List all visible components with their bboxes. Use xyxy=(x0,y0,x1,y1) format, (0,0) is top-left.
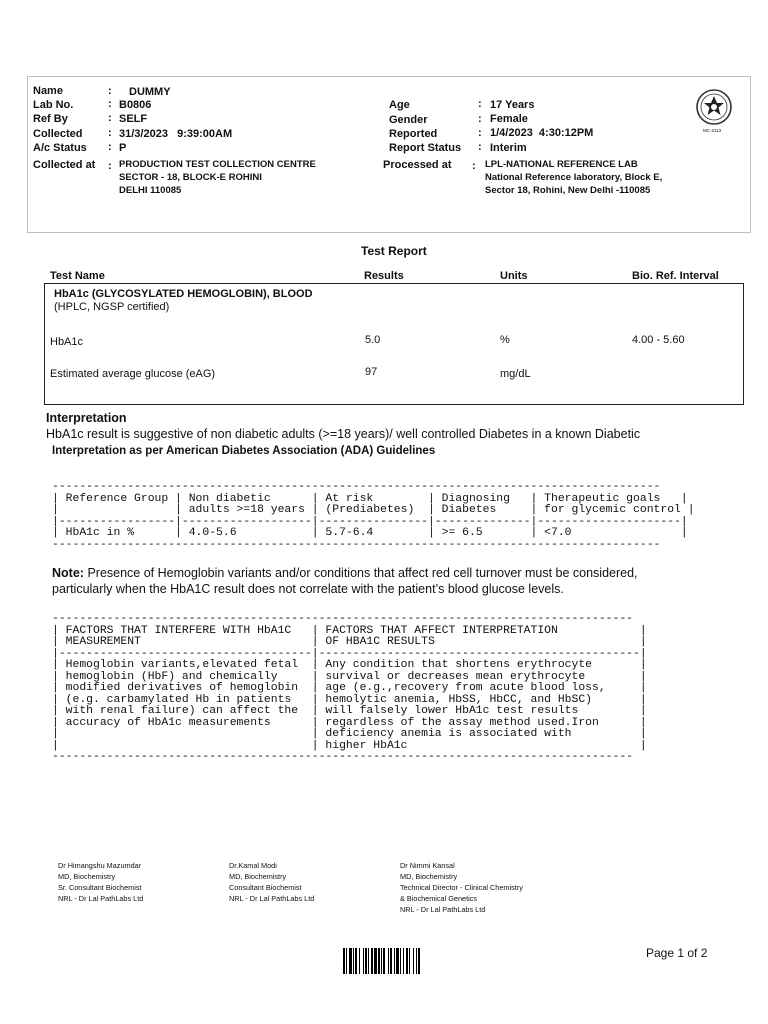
accreditation-logo-icon xyxy=(694,88,736,130)
col-results: Results xyxy=(364,270,404,282)
factors-table-line: | modified derivatives of hemoglobin | age (e.g.,recovery from acute blood loss, | xyxy=(52,682,647,694)
signatory-line: & Biochemical Genetics xyxy=(400,894,478,903)
label-age: Age xyxy=(389,99,410,111)
value-gender: Female xyxy=(490,113,528,125)
ada-table-line: |-----------------|-------------------|----------------|--------------|---------------------| xyxy=(52,515,688,528)
colon: : xyxy=(478,141,482,153)
value-report-status: Interim xyxy=(490,142,527,154)
signatory-2 xyxy=(229,860,314,904)
signatory-line: NRL - Dr Lal PathLabs Ltd xyxy=(400,905,486,914)
ada-table-line: ----------------------------------------------------------------------------------------- xyxy=(52,481,661,493)
barcode-icon xyxy=(342,948,448,974)
processed-at-line-2: National Reference laboratory, Block E, xyxy=(485,172,663,183)
report-title: Test Report xyxy=(361,244,427,258)
col-ref-interval: Bio. Ref. Interval xyxy=(632,270,719,282)
ada-table-line: | HbA1c in % | 4.0-5.6 | 5.7-6.4 | >= 6.5 | <7.0 | xyxy=(52,527,688,539)
factors-table-line: | MEASUREMENT | OF HBA1C RESULTS | xyxy=(52,636,647,648)
colon: : xyxy=(108,85,112,97)
col-units: Units xyxy=(500,270,528,282)
signatory-line: Dr.Kamal Modi xyxy=(229,861,277,870)
label-gender: Gender xyxy=(389,114,428,126)
factors-table-line: | FACTORS THAT INTERFERE WITH HbA1C | FACTORS THAT AFFECT INTERPRETATION | xyxy=(52,624,647,637)
row-hba1c-name: HbA1c xyxy=(50,336,84,348)
signatory-line: MD, Biochemistry xyxy=(229,872,287,881)
signatory-line: MD, Biochemistry xyxy=(58,872,116,881)
value-ref-by: SELF xyxy=(119,113,148,125)
factors-table-line: | (e.g. carbamylated Hb in patients | hemolytic anemia, HbSS, HbCC, and HbSC) | xyxy=(52,693,647,706)
collected-at-line-3: DELHI 110085 xyxy=(119,185,182,196)
label-lab-no: Lab No. xyxy=(33,99,74,111)
colon: : xyxy=(108,160,112,172)
row-hba1c-ref: 4.00 - 5.60 xyxy=(632,334,685,346)
label-processed-at: Processed at xyxy=(383,159,452,171)
processed-at-line-1: LPL-NATIONAL REFERENCE LAB xyxy=(485,159,638,170)
row-hba1c-result: 5.0 xyxy=(365,334,381,346)
ada-title: Interpretation as per American Diabetes Association (ADA) Guidelines xyxy=(52,445,436,457)
value-name: DUMMY xyxy=(129,86,171,98)
ada-table-line: | | adults >=18 years | (Prediabetes) | Diabetes | for glycemic control | xyxy=(52,504,695,516)
factors-table-line: | | higher HbA1c | xyxy=(52,739,647,752)
signatory-3 xyxy=(400,860,523,915)
colon: : xyxy=(108,141,112,153)
value-age: 17 Years xyxy=(490,99,535,111)
note-label: Note: xyxy=(52,566,84,580)
label-collected-at: Collected at xyxy=(33,159,96,171)
factors-table-line: | Hemoglobin variants,elevated fetal | Any condition that shortens erythrocyte | xyxy=(52,659,647,671)
signatory-line: MD, Biochemistry xyxy=(400,872,458,881)
colon: : xyxy=(108,127,112,139)
value-reported: 1/4/2023 4:30:12PM xyxy=(490,127,594,139)
processed-at-line-3: Sector 18, Rohini, New Delhi -110085 xyxy=(485,185,651,196)
signatory-1 xyxy=(58,860,143,904)
factors-table-line: | accuracy of HbA1c measurements | regardless of the assay method used.Iron | xyxy=(52,716,647,729)
interpretation-text: HbA1c result is suggestive of non diabetic adults (>=18 years)/ well controlled Diabetes in a known Diabetic xyxy=(46,427,641,441)
ada-guidelines-table xyxy=(52,482,695,551)
factors-table-line: ------------------------------------------------------------------------------------- xyxy=(52,751,634,763)
label-ref-by: Ref By xyxy=(33,113,68,125)
signatory-line: Technical Director - Clinical Chemistry xyxy=(400,883,523,892)
note-text-1: Presence of Hemoglobin variants and/or conditions that affect red cell turnover must be considered, xyxy=(87,566,638,580)
colon: : xyxy=(108,98,112,110)
factors-table-line: |-------------------------------------|-----------------------------------------------| xyxy=(52,647,647,660)
colon: : xyxy=(478,127,482,139)
ada-table-line: ----------------------------------------------------------------------------------------- xyxy=(52,538,661,551)
note-line-1 xyxy=(52,566,638,580)
factors-table xyxy=(52,614,647,764)
colon: : xyxy=(472,160,476,172)
signatory-line: NRL - Dr Lal PathLabs Ltd xyxy=(229,894,315,903)
factors-table-line: | | deficiency anemia is associated with | xyxy=(52,728,647,740)
collected-at-line-1: PRODUCTION TEST COLLECTION CENTRE xyxy=(119,159,316,170)
ada-table-line: | Reference Group | Non diabetic | At risk | Diagnosing | Therapeutic goals | xyxy=(52,492,688,505)
label-collected: Collected xyxy=(33,128,83,140)
signatory-line: Dr Himangshu Mazumdar xyxy=(58,861,142,870)
interpretation-title: Interpretation xyxy=(46,411,127,425)
factors-table-line: | with renal failure) can affect the | will falsely lower HbA1c test results | xyxy=(52,705,647,717)
row-eag-result: 97 xyxy=(365,366,378,378)
value-collected: 31/3/2023 9:39:00AM xyxy=(119,128,233,140)
signatory-line: Consultant Biochemist xyxy=(229,883,302,892)
factors-table-line: ------------------------------------------------------------------------------------- xyxy=(52,613,634,625)
value-lab-no: B0806 xyxy=(119,99,152,111)
label-ac-status: A/c Status xyxy=(33,142,87,154)
col-test-name: Test Name xyxy=(50,270,105,282)
factors-table-line: | hemoglobin (HbF) and chemically | survival or decreases mean erythrocyte | xyxy=(52,670,647,683)
collected-at-line-2: SECTOR - 18, BLOCK-E ROHINI xyxy=(119,172,262,183)
page-number: Page 1 of 2 xyxy=(646,946,708,960)
colon: : xyxy=(108,112,112,124)
signatory-line: Dr Nimmi Kansal xyxy=(400,861,455,870)
row-hba1c-unit: % xyxy=(500,334,510,346)
signatory-line: Sr. Consultant Biochemist xyxy=(58,883,142,892)
colon: : xyxy=(478,113,482,125)
panel-subtitle: (HPLC, NGSP certified) xyxy=(54,301,170,313)
signatory-line: NRL - Dr Lal PathLabs Ltd xyxy=(58,894,144,903)
value-ac-status: P xyxy=(119,142,127,154)
note-line-2: particularly when the HbA1C result does not correlate with the patient’s blood glucose levels. xyxy=(52,582,564,596)
row-eag-name: Estimated average glucose (eAG) xyxy=(50,368,216,380)
logo-caption: MC-2113 xyxy=(703,128,722,133)
panel-title: HbA1c (GLYCOSYLATED HEMOGLOBIN), BLOOD xyxy=(54,288,313,300)
label-name: Name xyxy=(33,85,63,97)
row-eag-unit: mg/dL xyxy=(500,368,531,380)
label-reported: Reported xyxy=(389,128,438,140)
label-report-status: Report Status xyxy=(389,142,462,154)
colon: : xyxy=(478,98,482,110)
